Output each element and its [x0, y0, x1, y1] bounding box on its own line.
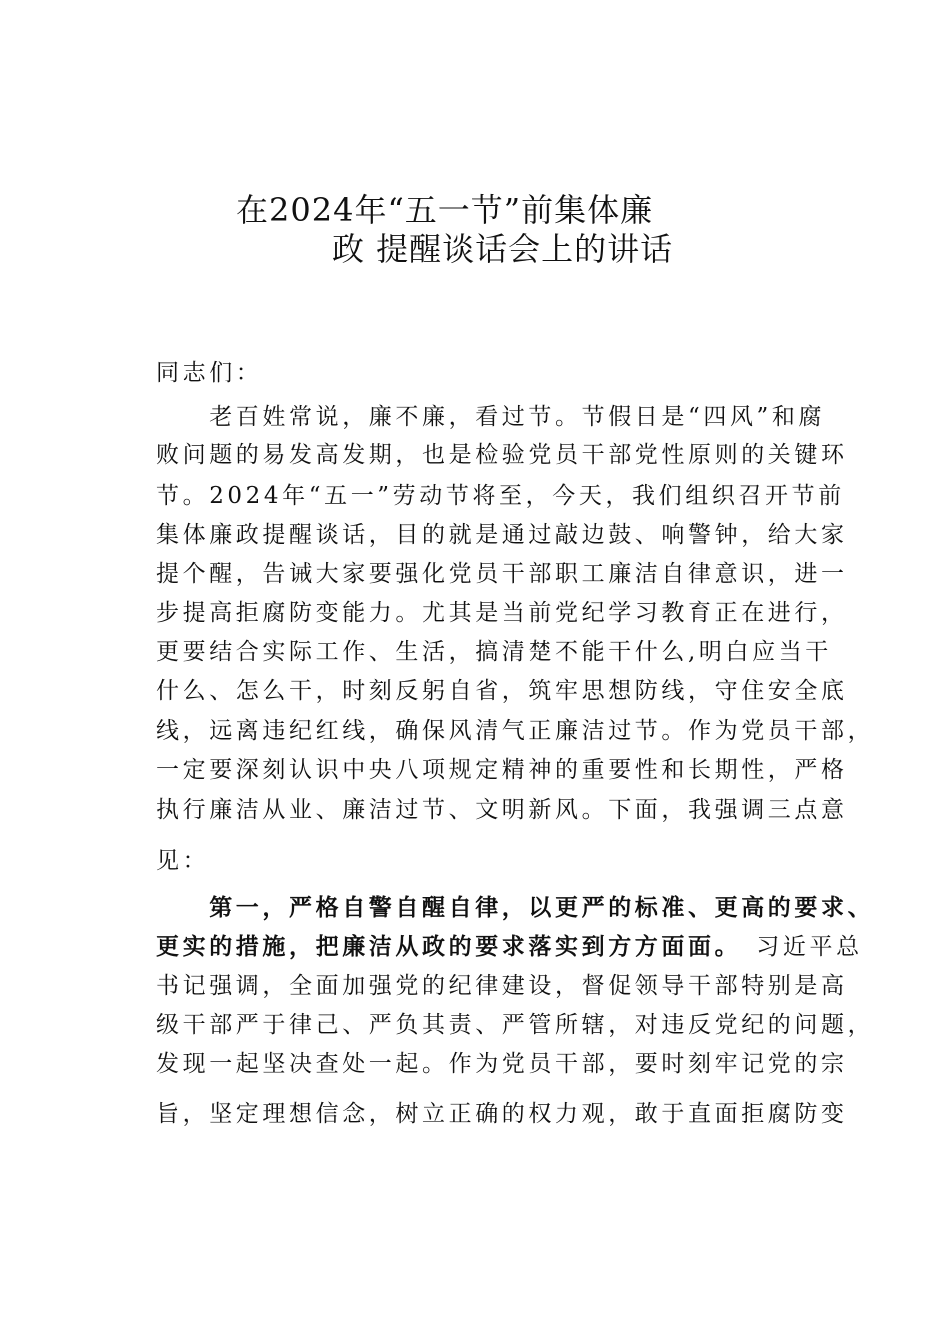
document-title-line-2: 政 提醒谈话会上的讲话	[332, 230, 674, 268]
paragraph-1-line: 节。2024年“五一”劳动节将至，今天，我们组织召开节前	[156, 483, 845, 509]
paragraph-1-line: 线，远离违纪红线，确保风清气正廉洁过节。作为党员干部，	[156, 718, 875, 744]
paragraph-1-line: 执行廉洁从业、廉洁过节、文明新风。下面，我强调三点意	[156, 797, 848, 823]
paragraph-1-line: 见：	[156, 848, 210, 874]
paragraph-1-line: 更要结合实际工作、生活，搞清楚不能干什么,明白应当干	[156, 639, 832, 665]
paragraph-1-line: 什么、怎么干，时刻反躬自省，筑牢思想防线，守住安全底	[156, 678, 848, 704]
paragraph-1-line: 步提高拒腐防变能力。尤其是当前党纪学习教育正在进行，	[156, 600, 848, 626]
paragraph-1-line: 提个醒，告诫大家要强化党员干部职工廉洁自律意识，进一	[156, 561, 848, 587]
paragraph-2-line: 旨，坚定理想信念，树立正确的权力观，敢于直面拒腐防变	[156, 1101, 848, 1127]
paragraph-1-line: 老百姓常说，廉不廉，看过节。节假日是“四风”和腐	[156, 404, 826, 430]
paragraph-2-heading-tail: 更实的措施，把廉洁从政的要求落实到方方面面。	[156, 933, 730, 960]
paragraph-2-line: 发现一起坚决查处一起。作为党员干部，要时刻牢记党的宗	[156, 1051, 848, 1077]
paragraph-2-heading-line: 第一，严格自警自醒自律，以更严的标准、更高的要求、	[156, 894, 875, 921]
paragraph-1-line: 败问题的易发高发期，也是检验党员干部党性原则的关键环	[156, 442, 848, 468]
paragraph-2-line: 书记强调，全面加强党的纪律建设，督促领导干部特别是高	[156, 973, 848, 999]
paragraph-1-line: 一定要深刻认识中央八项规定精神的重要性和长期性，严格	[156, 757, 848, 783]
paragraph-2-text-start: 习近平总	[729, 934, 863, 960]
document-title-line-1: 在2024年“五一节”前集体廉	[236, 191, 654, 229]
paragraph-2-line	[156, 932, 863, 962]
paragraph-2-line: 级干部严于律己、严负其责、严管所辖，对违反党纪的问题，	[156, 1012, 875, 1038]
paragraph-1-line: 集体廉政提醒谈话，目的就是通过敲边鼓、响警钟，给大家	[156, 522, 848, 548]
salutation: 同志们：	[156, 360, 263, 386]
